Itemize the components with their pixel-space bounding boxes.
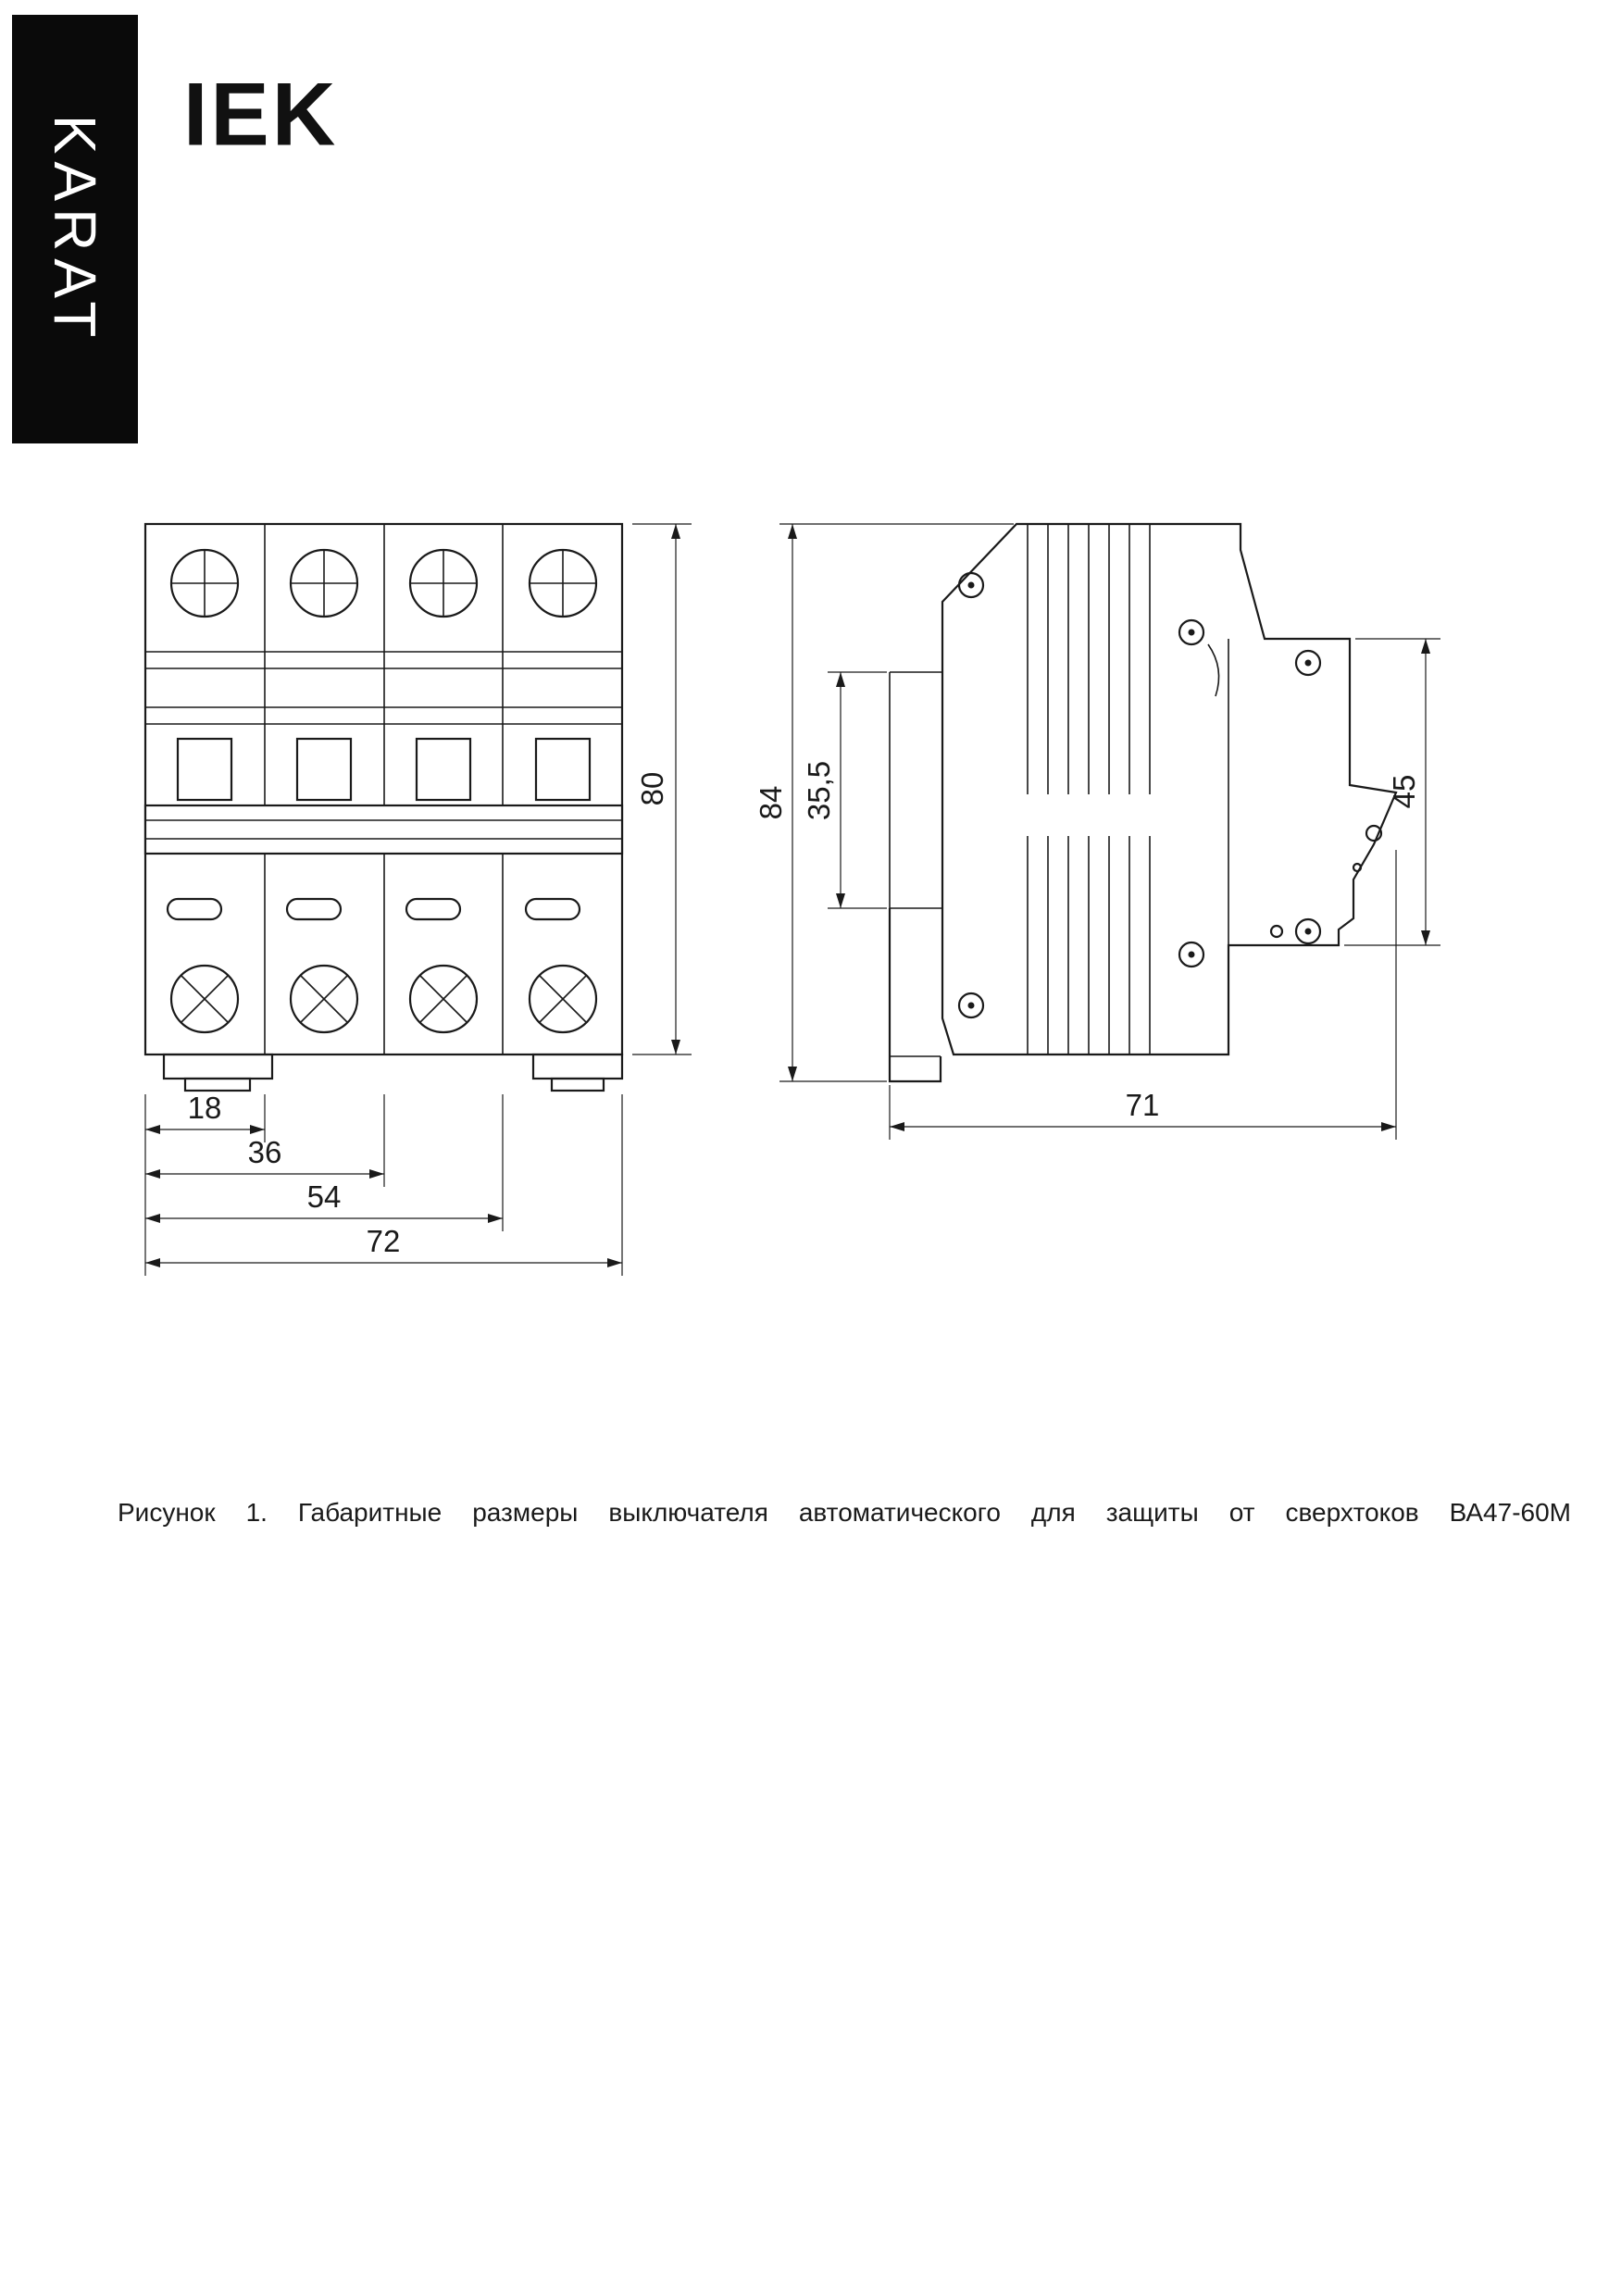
figure-caption: Рисунок 1. Габаритные размеры выключателя автоматического для защиты от сверхтоков ВА47-60М bbox=[118, 1498, 1571, 1527]
front-tie-bar bbox=[145, 805, 622, 854]
front-din-clips bbox=[164, 1054, 622, 1091]
dim-label-45: 45 bbox=[1387, 774, 1421, 809]
dim-label-35-5: 35,5 bbox=[802, 760, 836, 821]
dim-label-18: 18 bbox=[187, 1091, 222, 1125]
dimension-side-din bbox=[802, 672, 887, 908]
dim-label-84: 84 bbox=[754, 785, 788, 820]
dim-label-54: 54 bbox=[306, 1179, 342, 1214]
side-view bbox=[890, 524, 1396, 1081]
iek-logo: IEK bbox=[183, 64, 339, 166]
dim-label-80: 80 bbox=[635, 771, 669, 806]
side-din-channel bbox=[890, 672, 942, 908]
dim-label-72: 72 bbox=[366, 1224, 401, 1258]
karat-label: KARAT bbox=[42, 114, 108, 344]
dimension-front-widths bbox=[145, 1091, 622, 1276]
dimension-front-height bbox=[632, 524, 692, 1054]
front-view bbox=[145, 524, 622, 1091]
dim-label-36: 36 bbox=[247, 1135, 282, 1169]
side-din-clip bbox=[890, 908, 941, 1081]
dim-label-71: 71 bbox=[1125, 1088, 1160, 1122]
